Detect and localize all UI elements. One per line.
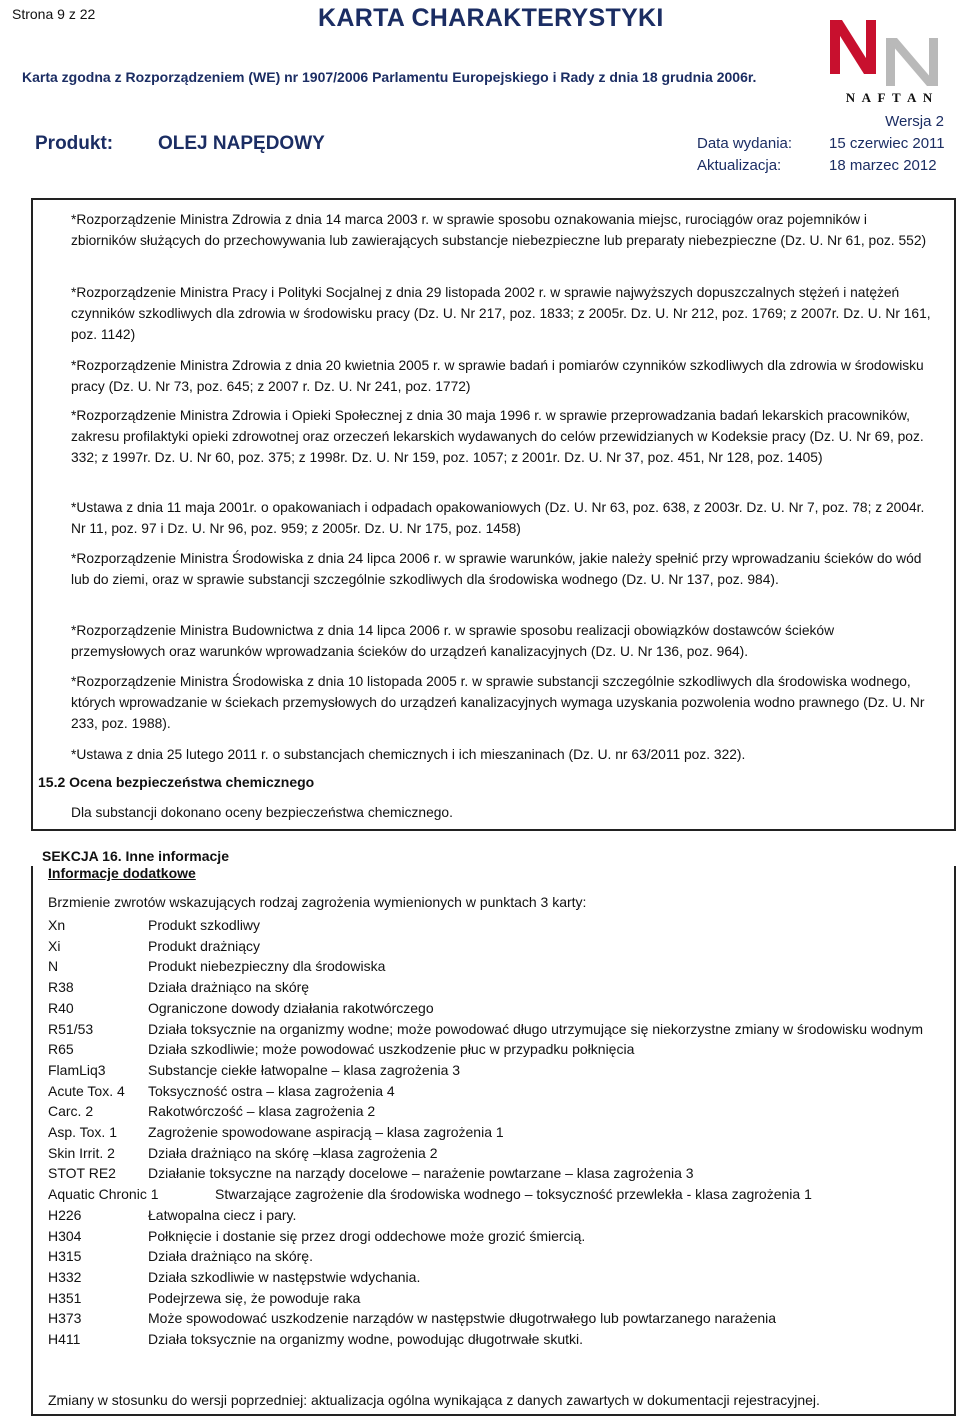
- regulation-item: *Rozporządzenie Ministra Zdrowia i Opieki Społecznej z dnia 30 maja 1996 r. w sprawie przeprowadzania badań lekarskich pracowników, zakresu profilaktyki opieki zdrowotnej oraz orzeczeń lekarskich wydawanych do celów przewidzianych w Kodeksie pracy (Dz. U. Nr 69, poz. 332; z 1997r. Dz. U. Nr 60, poz. 375; z 1998r. Dz. U. Nr 159, poz. 1057; z 2001r. Dz. U. Nr 37, poz. 451, Nr 128, poz. 1405): [71, 408, 924, 465]
- hazard-code-row: [48, 977, 948, 998]
- hazard-code-row: [48, 1329, 948, 1350]
- hazard-description: Połknięcie i dostanie się przez drogi oddechowe może grozić śmiercią.: [148, 1227, 586, 1244]
- section-16: [42, 848, 956, 881]
- hazard-description: Podejrzewa się, że powoduje raka: [148, 1289, 361, 1306]
- hazard-code: Acute Tox. 4: [48, 1082, 125, 1099]
- hazard-code: H373: [48, 1310, 82, 1327]
- hazard-code: R51/53: [48, 1020, 94, 1037]
- hazard-description: Działa toksycznie na organizmy wodne, powodując długotrwałe skutki.: [148, 1331, 583, 1348]
- hazard-code: H332: [48, 1268, 82, 1285]
- section-15-2-heading: 15.2 Ocena bezpieczeństwa chemicznego: [38, 774, 315, 790]
- hazard-code-row: [48, 1101, 948, 1122]
- regulation-item: *Rozporządzenie Ministra Pracy i Polityki Socjalnej z dnia 29 listopada 2002 r. w sprawie najwyższych dopuszczalnych stężeń i natężeń czynników szkodliwych dla zdrowia w środowisku pracy (Dz. U. Nr 217, poz. 1833; z 2005r. Dz. U. Nr 212, poz. 1769; z 2007r. Dz. U. Nr 161, poz. 1142): [71, 285, 931, 342]
- hazard-code: R65: [48, 1041, 74, 1058]
- hazard-code-row: [48, 1143, 948, 1164]
- hazard-code-row: [48, 1226, 948, 1247]
- hazard-description: Działa szkodliwie w następstwie wdychania.: [148, 1268, 421, 1285]
- product-name: OLEJ NAPĘDOWY: [158, 133, 325, 154]
- hazard-description: Produkt szkodliwy: [148, 917, 261, 933]
- page-header: [0, 0, 960, 195]
- hazard-code: N: [48, 958, 59, 975]
- naftan-logo: [826, 14, 954, 106]
- hazard-code-row: [48, 1246, 948, 1267]
- hazard-code-row: [48, 1267, 948, 1288]
- hazard-code: Carc. 2: [48, 1103, 94, 1120]
- hazard-code-row: [48, 1308, 948, 1329]
- hazard-code-row: [48, 1205, 948, 1226]
- logo-text: N A F T A N: [845, 90, 935, 105]
- hazard-description: Produkt drażniący: [148, 937, 261, 954]
- hazard-code-row: [48, 1081, 948, 1102]
- hazard-code: FlamLiq3: [48, 1061, 106, 1078]
- update-date-value: 18 marzec 2012: [829, 157, 937, 174]
- hazard-description: Substancje ciekłe łatwopalne – klasa zagrożenia 3: [148, 1061, 461, 1078]
- regulation-item: *Rozporządzenie Ministra Zdrowia z dnia 14 marca 2003 r. w sprawie sposobu oznakowania miejsc, rurociągów oraz pojemników i zbiorników służących do przechowywania lub zawierających substancje niebezpieczne lub preparaty niebezpieczne (Dz. U. Nr 61, poz. 552): [71, 212, 927, 248]
- hazard-description: Produkt niebezpieczny dla środowiska: [148, 958, 386, 975]
- hazard-description: Działa drażniąco na skórę –klasa zagrożenia 2: [148, 1144, 438, 1161]
- hazard-code-row: [48, 956, 948, 977]
- hazard-description: Działanie toksyczne na narządy docelowe – narażenie powtarzane – klasa zagrożenia 3: [148, 1165, 694, 1182]
- hazard-code-row: [48, 1163, 948, 1184]
- regulation-item: *Rozporządzenie Ministra Budownictwa z dnia 14 lipca 2006 r. w sprawie sposobu realizacji obowiązków dostawców ścieków przemysłowych oraz warunków wprowadzania ścieków do urządzeń kanalizacyjnych (Dz. U. Nr 136, poz. 964).: [71, 623, 835, 659]
- hazard-code: H315: [48, 1248, 82, 1265]
- section-16-subheading: Informacje dodatkowe: [48, 865, 196, 881]
- issue-date-value: 15 czerwiec 2011: [829, 135, 945, 152]
- hazard-code: Xi: [48, 937, 61, 954]
- hazard-code-row: [48, 1039, 948, 1060]
- hazard-description: Toksyczność ostra – klasa zagrożenia 4: [148, 1082, 395, 1099]
- regulations-box: [31, 198, 956, 831]
- hazard-description: Może spowodować uszkodzenie narządów w następstwie długotrwałego lub powtarzanego narażenia: [148, 1310, 777, 1327]
- hazard-code-row: [48, 1122, 948, 1143]
- hazard-intro: Brzmienie zwrotów wskazujących rodzaj zagrożenia wymienionych w punktach 3 karty:: [48, 894, 587, 910]
- regulation-item: *Rozporządzenie Ministra Środowiska z dnia 10 listopada 2005 r. w sprawie substancji szczególnie szkodliwych dla środowiska wodnego, których wprowadzanie w ściekach przemysłowych do urządzeń kanalizacyjnych wymaga uzyskania pozwolenia wodno prawnego (Dz. U. Nr 233, poz. 1988).: [71, 674, 925, 731]
- hazard-code: R40: [48, 999, 74, 1016]
- changes-note: Zmiany w stosunku do wersji poprzedniej: aktualizacja ogólna wynikająca z danych zawartych w dokumentacji rejestracyjnej.: [48, 1392, 820, 1408]
- hazard-code: STOT RE2: [48, 1165, 116, 1182]
- regulation-item: *Ustawa z dnia 25 lutego 2011 r. o substancjach chemicznych i ich mieszaninach (Dz. U. nr 63/2011 poz. 322).: [71, 747, 746, 762]
- hazard-code-row: [48, 1288, 948, 1309]
- hazard-code: Skin Irrit. 2: [48, 1144, 115, 1161]
- issue-date-label: Data wydania:: [697, 135, 793, 152]
- hazard-description: Działa drażniąco na skórę.: [148, 1248, 313, 1265]
- hazard-code-row: [48, 1060, 948, 1081]
- hazard-description: Działa drażniąco na skórę: [148, 979, 310, 996]
- hazard-code: H226: [48, 1206, 82, 1223]
- regulation-line: Karta zgodna z Rozporządzeniem (WE) nr 1907/2006 Parlamentu Europejskiego i Rady z dnia 18 grudnia 2006r.: [22, 69, 757, 85]
- hazard-code-list: [48, 915, 948, 1350]
- hazard-code: Asp. Tox. 1: [48, 1124, 118, 1141]
- hazard-code: H304: [48, 1227, 82, 1244]
- hazard-description: Stwarzające zagrożenie dla środowiska wodnego – toksyczność przewlekła - klasa zagrożenia 1: [215, 1186, 812, 1203]
- regulation-item: *Ustawa z dnia 11 maja 2001r. o opakowaniach i odpadach opakowaniowych (Dz. U. Nr 63, poz. 638, z 2003r. Dz. U. Nr 7, poz. 78; z 2004r. Nr 11, poz. 97 i Dz. U. Nr 96, poz. 959; z 2005r. Dz. U. Nr 175, poz. 1458): [71, 500, 925, 536]
- update-date-label: Aktualizacja:: [697, 157, 782, 174]
- hazard-code: H351: [48, 1289, 82, 1306]
- hazard-code: H411: [48, 1331, 81, 1348]
- page-number: Strona 9 z 22: [12, 6, 96, 22]
- hazard-code-row: [48, 1019, 948, 1040]
- hazard-code-row: [48, 1184, 948, 1205]
- hazard-code-row: [48, 936, 948, 957]
- hazard-description: Łatwopalna ciecz i pary.: [148, 1206, 297, 1223]
- hazard-description: Działa toksycznie na organizmy wodne; może powodować długo utrzymujące się niekorzystne zmiany w środowisku wodnym: [148, 1020, 924, 1037]
- product-label: Produkt:: [35, 133, 114, 154]
- hazard-code: Aquatic Chronic 1: [48, 1186, 159, 1203]
- hazard-description: Rakotwórczość – klasa zagrożenia 2: [148, 1103, 376, 1120]
- regulation-item: *Rozporządzenie Ministra Zdrowia z dnia 20 kwietnia 2005 r. w sprawie badań i pomiarów czynników szkodliwych dla zdrowia w środowisku pracy (Dz. U. Nr 73, poz. 645; z 2007 r. Dz. U. Nr 241, poz. 1772): [71, 358, 924, 394]
- hazard-code-row: [48, 998, 948, 1019]
- regulation-item: *Rozporządzenie Ministra Środowiska z dnia 24 lipca 2006 r. w sprawie warunków, jakie należy spełnić przy wprowadzaniu ścieków do wód lub do ziemi, oraz w sprawie substancji szczególnie szkodliwych dla środowiska wodnego (Dz. U. Nr 137, poz. 984).: [71, 551, 922, 587]
- hazard-code: R38: [48, 979, 74, 996]
- document-title: KARTA CHARAKTERYSTYKI: [318, 4, 664, 32]
- hazard-description: Zagrożenie spowodowane aspiracją – klasa zagrożenia 1: [148, 1124, 504, 1141]
- section-16-heading: SEKCJA 16. Inne informacje: [42, 848, 229, 864]
- hazard-code-row: [48, 915, 948, 936]
- hazard-description: Działa szkodliwie; może powodować uszkodzenie płuc w przypadku połknięcia: [148, 1041, 635, 1058]
- section-15-2-text: Dla substancji dokonano oceny bezpieczeństwa chemicznego.: [71, 805, 453, 820]
- version-label: Wersja 2: [885, 113, 944, 130]
- hazard-description: Ograniczone dowody działania rakotwórczego: [148, 999, 434, 1016]
- hazard-code: Xn: [48, 917, 66, 933]
